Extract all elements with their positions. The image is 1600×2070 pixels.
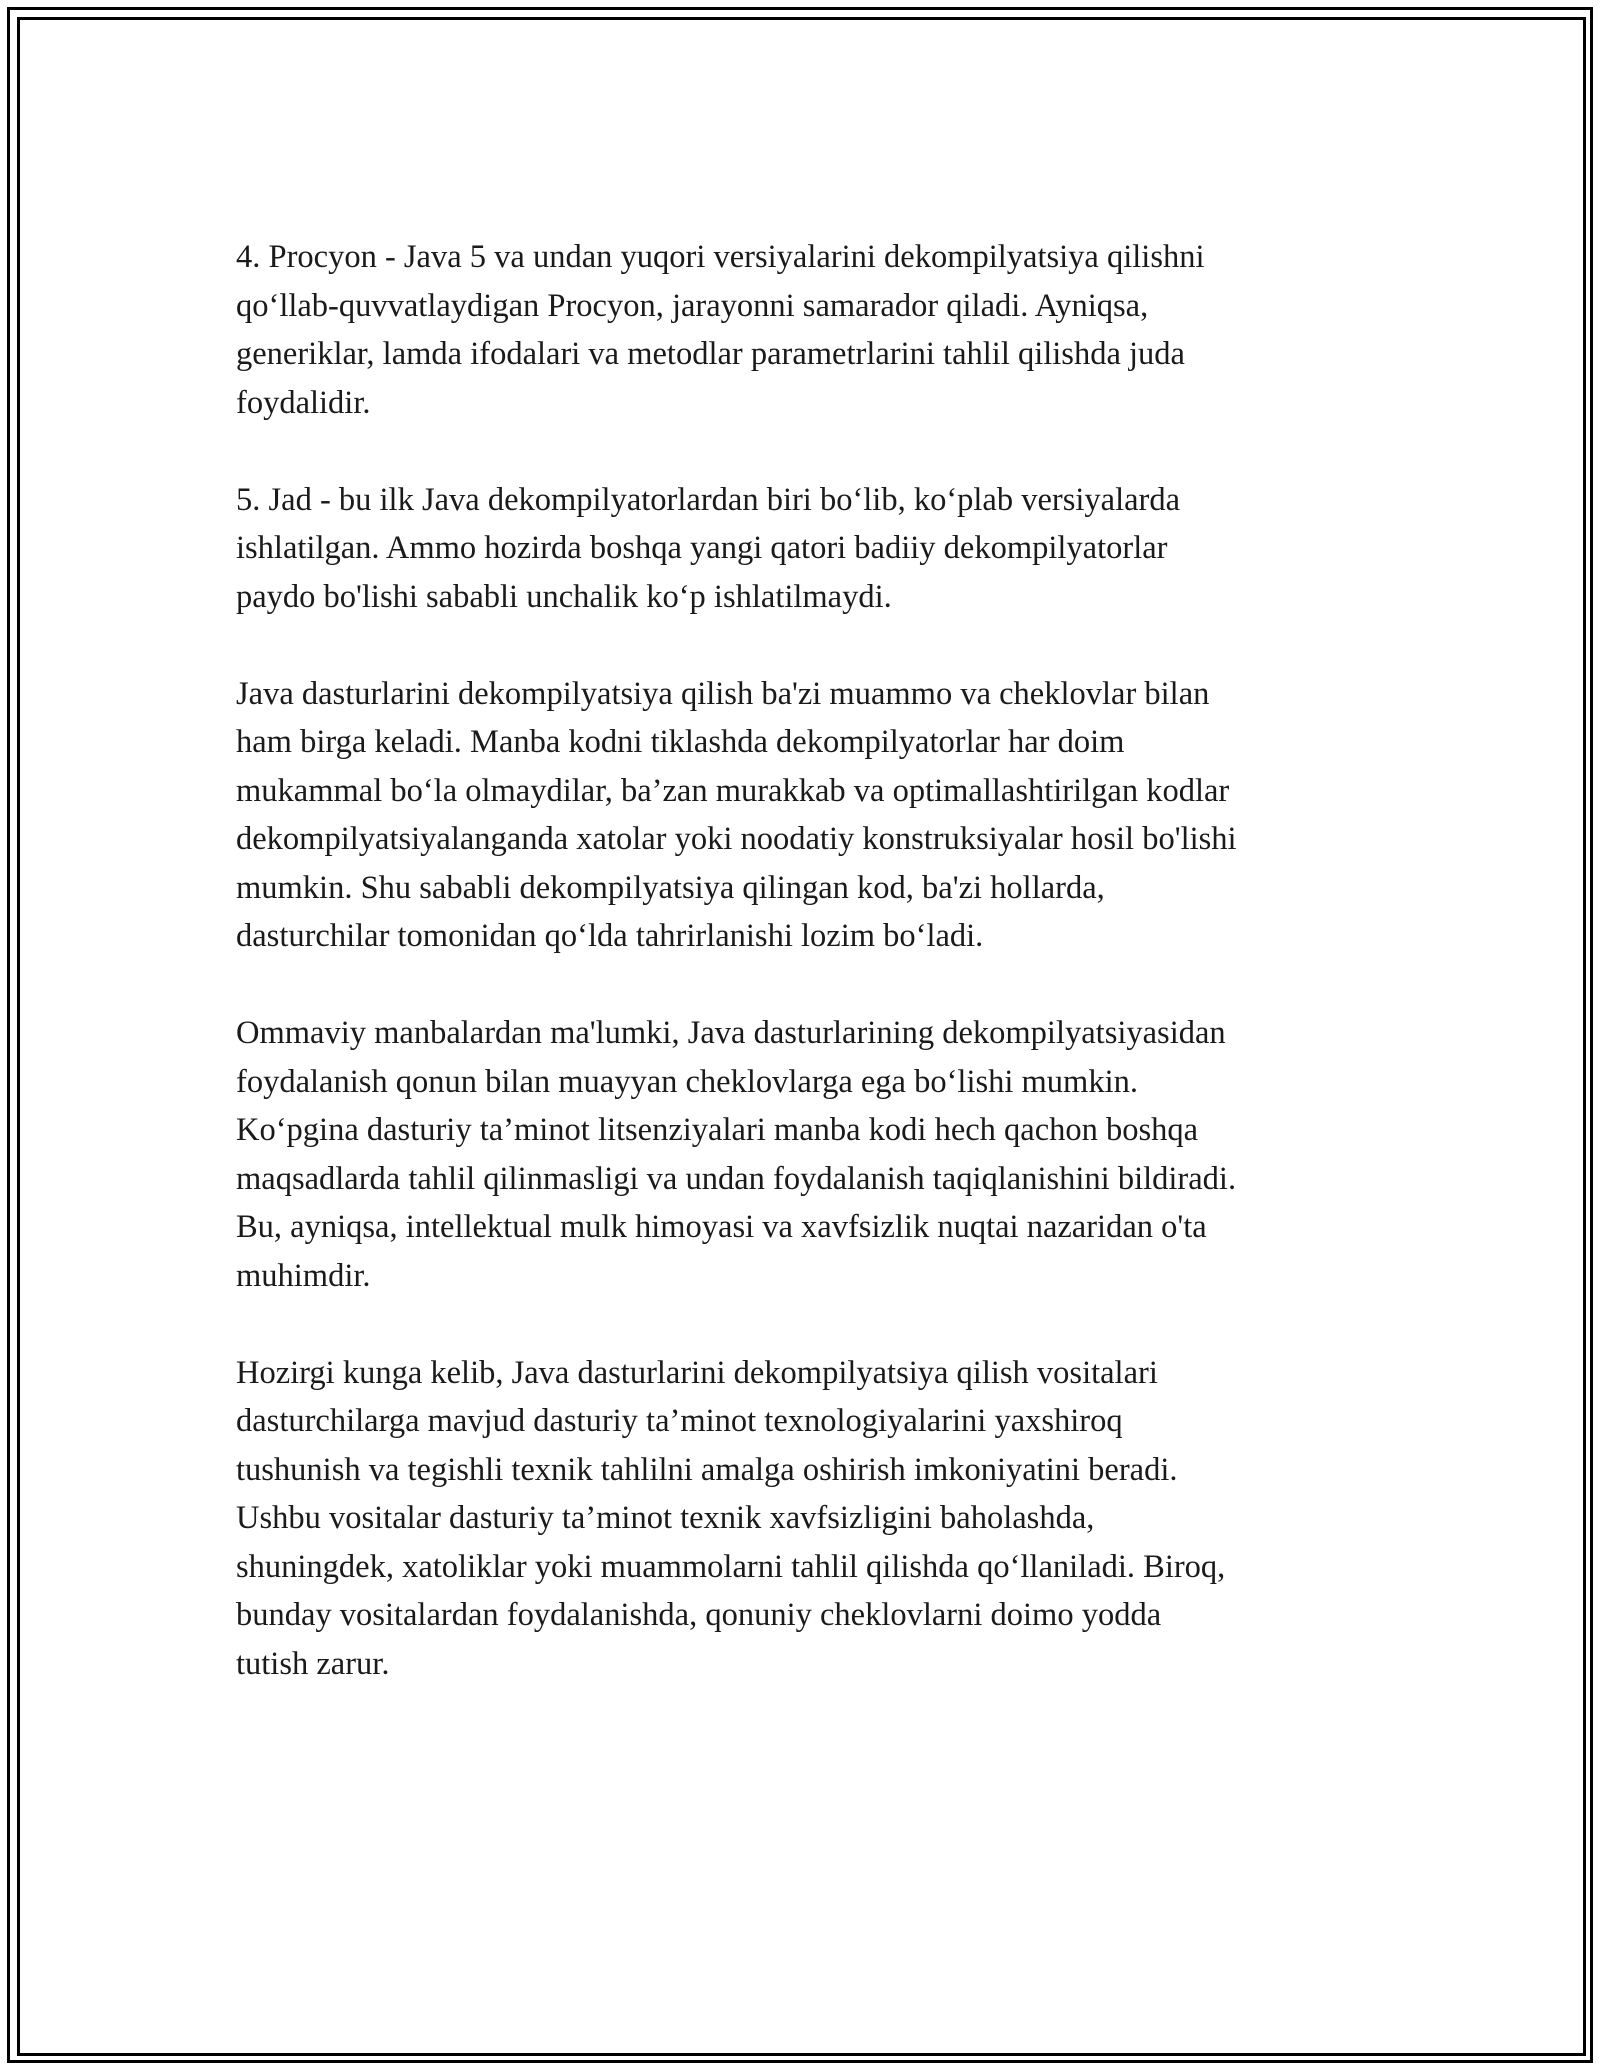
- text-line: dasturchilar tomonidan qo‘lda tahrirlanishi lozim bo‘ladi.: [236, 918, 984, 954]
- text-line: Bu, ayniqsa, intellektual mulk himoyasi va xavfsizlik nuqtai nazaridan o'ta: [236, 1209, 1207, 1245]
- text-line: tutish zarur.: [236, 1645, 390, 1682]
- paragraph-jad: [236, 476, 1376, 622]
- paragraph-legal-restrictions: [236, 1009, 1376, 1300]
- text-line: maqsadlarda tahlil qilinmasligi va undan foydalanish taqiqlanishini bildiradi.: [236, 1160, 1237, 1197]
- text-line: ham birga keladi. Manba kodni tiklashda dekompilyatorlar har doim: [236, 724, 1125, 760]
- text-line: dekompilyatsiyalanganda xatolar yoki noodatiy konstruksiyalar hosil bo'lishi: [236, 821, 1237, 857]
- text-line: mumkin. Shu sababli dekompilyatsiya qilingan kod, ba'zi hollarda,: [236, 869, 1105, 906]
- text-line: shuningdek, xatoliklar yoki muammolarni tahlil qilishda qo‘llaniladi. Biroq,: [236, 1548, 1226, 1585]
- text-line: paydo bo'lishi sababli unchalik ko‘p ishlatilmaydi.: [236, 578, 892, 615]
- text-line: Ushbu vositalar dasturiy ta’minot texnik xavfsizligini baholashda,: [236, 1500, 1095, 1536]
- text-line: 5. Jad - bu ilk Java dekompilyatorlardan biri bo‘lib, ko‘plab versiyalarda: [236, 481, 1181, 518]
- paragraph-decompilation-issues: [236, 670, 1376, 961]
- text-line: Java dasturlarini dekompilyatsiya qilish ba'zi muammo va cheklovlar bilan: [236, 675, 1210, 712]
- text-line: qo‘llab-quvvatlaydigan Procyon, jarayonni samarador qiladi. Ayniqsa,: [236, 287, 1149, 324]
- document-body: [236, 233, 1376, 1737]
- text-line: tushunish va tegishli texnik tahlilni amalga oshirish imkoniyatini beradi.: [236, 1451, 1178, 1488]
- text-line: foydalanish qonun bilan muayyan cheklovlarga ega bo‘lishi mumkin.: [236, 1063, 1138, 1100]
- text-line: mukammal bo‘la olmaydilar, ba’zan murakkab va optimallashtirilgan kodlar: [236, 772, 1230, 809]
- text-line: ishlatilgan. Ammo hozirda boshqa yangi qatori badiiy dekompilyatorlar: [236, 530, 1168, 566]
- paragraph-conclusion: [236, 1349, 1376, 1689]
- text-line: foydalidir.: [236, 384, 371, 421]
- text-line: muhimdir.: [236, 1257, 371, 1294]
- text-line: bunday vositalardan foydalanishda, qonuniy cheklovlarni doimo yodda: [236, 1597, 1162, 1633]
- text-line: Ko‘pgina dasturiy ta’minot litsenziyalari manba kodi hech qachon boshqa: [236, 1112, 1199, 1148]
- text-line: Hozirgi kunga kelib, Java dasturlarini dekompilyatsiya qilish vositalari: [236, 1354, 1158, 1391]
- text-line: Ommaviy manbalardan ma'lumki, Java dasturlarining dekompilyatsiyasidan: [236, 1015, 1226, 1051]
- text-line: generiklar, lamda ifodalari va metodlar parametrlarini tahlil qilishda juda: [236, 336, 1185, 372]
- text-line: dasturchilarga mavjud dasturiy ta’minot texnologiyalarini yaxshiroq: [236, 1403, 1123, 1439]
- text-line: 4. Procyon - Java 5 va undan yuqori versiyalarini dekompilyatsiya qilishni: [236, 239, 1205, 275]
- paragraph-procyon: [236, 233, 1376, 427]
